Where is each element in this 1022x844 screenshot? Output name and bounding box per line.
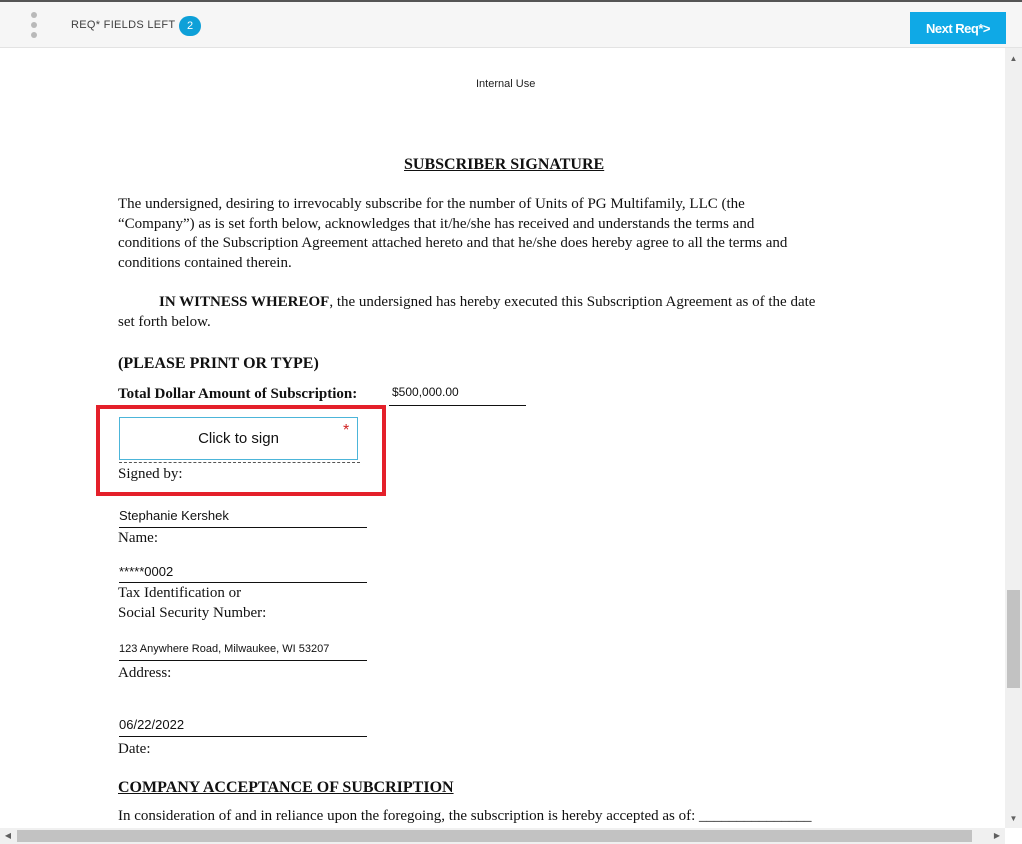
company-acceptance-heading: COMPANY ACCEPTANCE OF SUBCRIPTION bbox=[118, 779, 454, 796]
scroll-left-arrow-icon[interactable]: ◀ bbox=[4, 831, 12, 840]
witness-line bbox=[118, 293, 815, 313]
scroll-down-arrow-icon[interactable]: ▼ bbox=[1009, 814, 1018, 823]
witness-text: , the undersigned has hereby executed this Subscription Agreement as of the date bbox=[329, 294, 816, 310]
intro-line: The undersigned, desiring to irrevocably subscribe for the number of Units of PG Multifamily, LLC (the bbox=[118, 196, 745, 212]
witness-bold-text: IN WITNESS WHEREOF bbox=[159, 294, 330, 310]
signature-line bbox=[119, 462, 360, 463]
required-asterisk-icon: * bbox=[343, 422, 350, 439]
name-field-label: Name: bbox=[118, 530, 158, 546]
witness-line-2: set forth below. bbox=[118, 313, 211, 330]
tax-id-field-label bbox=[118, 584, 266, 623]
internal-use-header: Internal Use bbox=[476, 78, 536, 90]
next-required-button[interactable]: Next Req*> bbox=[910, 12, 1006, 44]
witness-paragraph bbox=[118, 293, 815, 332]
click-to-sign-button[interactable]: Click to sign bbox=[119, 417, 358, 460]
print-or-type-notice: (PLEASE PRINT OR TYPE) bbox=[118, 355, 319, 372]
kebab-menu-icon[interactable] bbox=[27, 12, 41, 38]
toolbar bbox=[0, 2, 1022, 48]
name-field-value[interactable]: Stephanie Kershek bbox=[119, 508, 229, 523]
address-field-label: Address: bbox=[118, 665, 172, 681]
subscriber-signature-title: SUBSCRIBER SIGNATURE bbox=[404, 156, 605, 173]
intro-line: conditions of the Subscription Agreement attached hereto and that he/she does hereby agree to all the terms and bbox=[118, 235, 788, 251]
date-field-value[interactable]: 06/22/2022 bbox=[119, 717, 185, 732]
document-page bbox=[0, 48, 1005, 828]
address-field-line bbox=[119, 660, 367, 661]
horizontal-scroll-thumb[interactable] bbox=[17, 830, 972, 842]
tax-id-field-value[interactable]: *****0002 bbox=[119, 564, 174, 579]
required-fields-count-badge: 2 bbox=[179, 16, 201, 36]
tax-id-label-line: Social Security Number: bbox=[118, 604, 267, 621]
intro-line: “Company”) as is set forth below, acknowledges that it/he/she has received and understands the terms and bbox=[118, 215, 755, 232]
total-amount-value[interactable]: $500,000.00 bbox=[392, 385, 459, 399]
vertical-scroll-thumb[interactable] bbox=[1007, 590, 1020, 688]
scroll-right-arrow-icon[interactable]: ▶ bbox=[993, 831, 1001, 840]
signed-by-label: Signed by: bbox=[118, 466, 183, 482]
total-amount-label: Total Dollar Amount of Subscription: bbox=[118, 386, 358, 402]
scroll-up-arrow-icon[interactable]: ▲ bbox=[1009, 54, 1018, 63]
intro-paragraph bbox=[118, 195, 787, 273]
address-field-value[interactable]: 123 Anywhere Road, Milwaukee, WI 53207 bbox=[119, 643, 330, 655]
vertical-scrollbar[interactable] bbox=[1005, 48, 1022, 828]
date-field-line bbox=[119, 736, 367, 737]
tax-id-field-line bbox=[119, 582, 367, 583]
horizontal-scrollbar[interactable] bbox=[0, 828, 1005, 844]
intro-line: conditions contained therein. bbox=[118, 254, 292, 271]
name-field-line bbox=[119, 527, 367, 528]
required-fields-label: REQ* FIELDS LEFT bbox=[71, 19, 176, 31]
total-amount-underline bbox=[389, 405, 526, 406]
consideration-text: In consideration of and in reliance upon the foregoing, the subscription is hereby accepted as of: _______________ bbox=[118, 808, 812, 824]
date-field-label: Date: bbox=[118, 741, 151, 757]
tax-id-label-line: Tax Identification or bbox=[118, 585, 242, 601]
